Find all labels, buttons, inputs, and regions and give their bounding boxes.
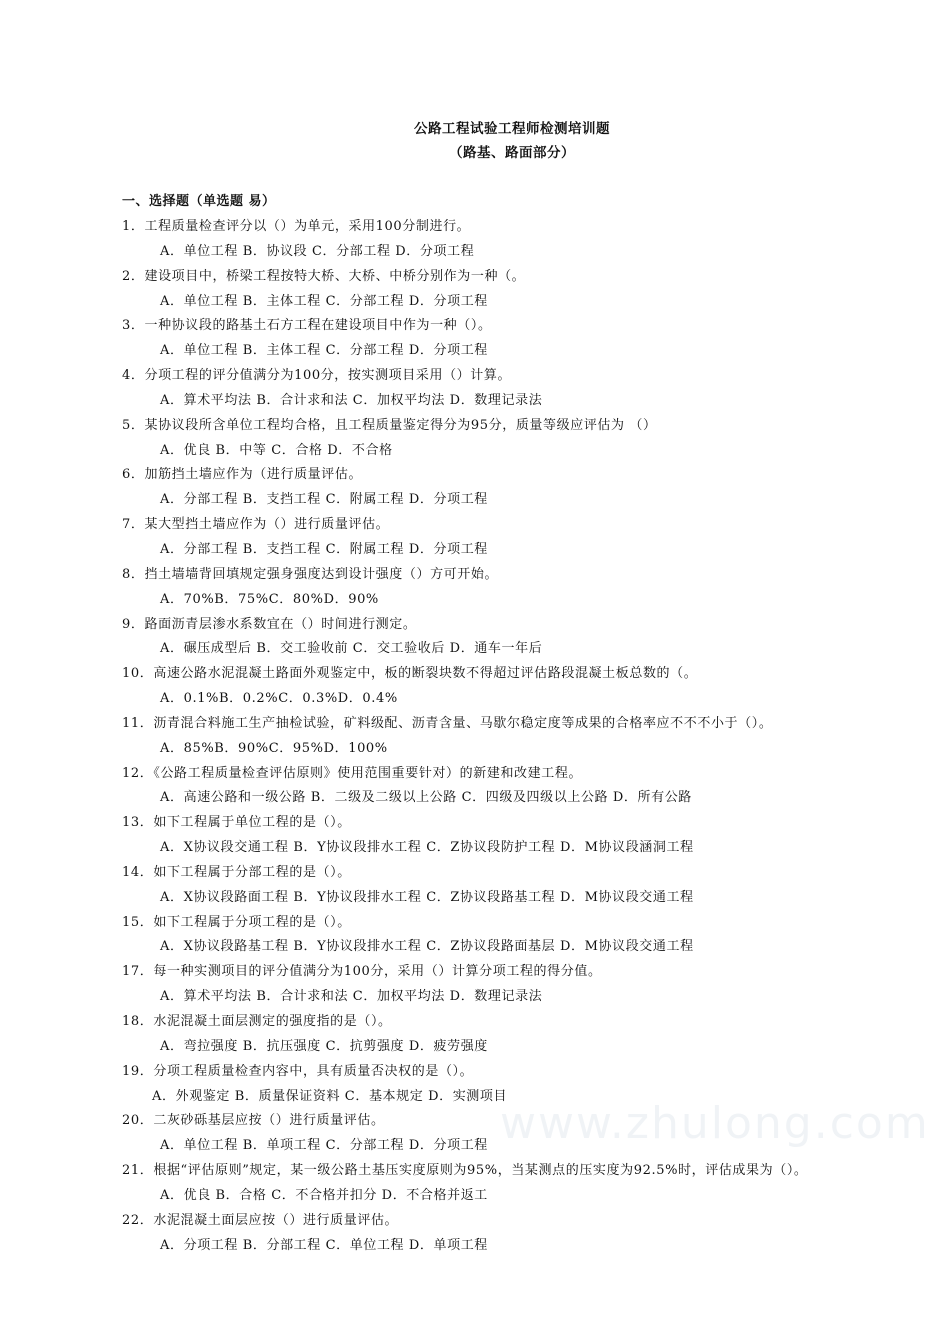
answer-options: A．单位工程 B．单项工程 C．分部工程 D．分项工程 [160,1138,488,1154]
question-text: 4．分项工程的评分值满分为100分，按实测项目采用（）计算。 [122,368,512,384]
question-text: 22．水泥混凝土面层应按（）进行质量评估。 [122,1212,399,1228]
question-text: 9．路面沥青层渗水系数宜在（）时间进行测定。 [122,616,417,632]
question-text: 14．如下工程属于分部工程的是（）。 [122,864,351,880]
answer-options: A．X协议段路面工程 B．Y协议段排水工程 C．Z协议段路基工程 D．M协议段交通工程 [160,889,694,905]
question-text: 17．每一种实测项目的评分值满分为100分，采用（）计算分项工程的得分值。 [122,964,602,980]
section-heading: 一、选择题（单选题 易） [122,194,276,209]
question-text: 10．高速公路水泥混凝土路面外观鉴定中，板的断裂块数不得超过评估路段混凝土板总数的（。 [122,666,698,682]
answer-options: A．70%B．75%C．80%D．90% [160,591,379,607]
answer-options: A．0.1%B．0.2%C．0.3%D．0.4% [160,691,398,707]
answer-options: A．弯拉强度 B．抗压强度 C．抗剪强度 D．疲劳强度 [160,1038,488,1054]
answer-options: A．85%B．90%C．95%D．100% [160,740,388,756]
question-text: 2．建设项目中，桥梁工程按特大桥、大桥、中桥分别作为一种（。 [122,268,526,284]
question-text: 3．一种协议段的路基土石方工程在建设项目中作为一种（）。 [122,318,492,334]
answer-options: A．X协议段路基工程 B．Y协议段排水工程 C．Z协议段路面基层 D．M协议段交通工程 [160,939,694,955]
answer-options: A．优良 B．中等 C．合格 D．不合格 [160,442,393,458]
answer-options: A．单位工程 B．主体工程 C．分部工程 D．分项工程 [160,343,488,359]
question-text: 6．加筋挡土墙应作为（进行质量评估。 [122,467,363,483]
question-text: 5．某协议段所含单位工程均合格，且工程质量鉴定得分为95分，质量等级应评估为 （） [122,417,657,433]
watermark: www.zhulong.com [500,1098,930,1149]
question-text: 20．二灰砂砾基层应按（）进行质量评估。 [122,1113,385,1129]
answer-options: A．X协议段交通工程 B．Y协议段排水工程 C．Z协议段防护工程 D．M协议段涵洞工程 [160,840,694,856]
question-text: 8．挡土墙墙背回填规定强身强度达到设计强度（）方可开始。 [122,566,499,582]
question-text: 18．水泥混凝土面层测定的强度指的是（）。 [122,1014,392,1029]
answer-options: A．分部工程 B．支挡工程 C．附属工程 D．分项工程 [160,492,488,508]
answer-options: A．优良 B．合格 C．不合格并扣分 D．不合格并返工 [160,1187,488,1203]
question-list [0,215,950,1258]
question-text: 7．某大型挡土墙应作为（）进行质量评估。 [122,517,390,533]
question-text: 19．分项工程质量检查内容中，具有质量否决权的是（）。 [122,1063,474,1079]
question-text: 15．如下工程属于分项工程的是（）。 [122,914,351,930]
answer-options: A．分部工程 B．支挡工程 C．附属工程 D．分项工程 [160,541,488,557]
answer-options: A．算术平均法 B．合计求和法 C．加权平均法 D．数理记录法 [160,989,543,1005]
answer-options: A．单位工程 B．主体工程 C．分部工程 D．分项工程 [160,293,488,309]
document-title: 公路工程试验工程师检测培训题 [414,121,610,137]
question-text: 13．如下工程属于单位工程的是（）。 [122,815,351,831]
question-text: 1．工程质量检查评分以（）为单元，采用100分制进行。 [122,219,471,234]
answer-options: A．碾压成型后 B．交工验收前 C．交工验收后 D．通车一年后 [160,641,543,657]
question-text: 12．《公路工程质量检查评估原则》使用范围重要针对）的新建和改建工程。 [122,765,583,781]
document-subtitle: （路基、路面部分） [449,145,575,161]
question-text: 11．沥青混合料施工生产抽检试验，矿料级配、沥青含量、马歇尔稳定度等成果的合格率应不不不小于（）。 [122,715,773,731]
answer-options: A．单位工程 B．协议段 C．分部工程 D．分项工程 [160,243,475,259]
answer-options: A．外观鉴定 B．质量保证资料 C．基本规定 D．实测项目 [152,1088,508,1104]
answer-options: A．高速公路和一级公路 B．二级及二级以上公路 C．四级及四级以上公路 D．所有公路 [160,790,692,806]
answer-options: A．算术平均法 B．合计求和法 C．加权平均法 D．数理记录法 [160,392,543,408]
answer-options: A．分项工程 B．分部工程 C．单位工程 D．单项工程 [160,1237,488,1253]
question-text: 21．根据“评估原则”规定，某一级公路土基压实度原则为95%，当某测点的压实度为92.5%时，评估成果为（）。 [122,1163,808,1179]
